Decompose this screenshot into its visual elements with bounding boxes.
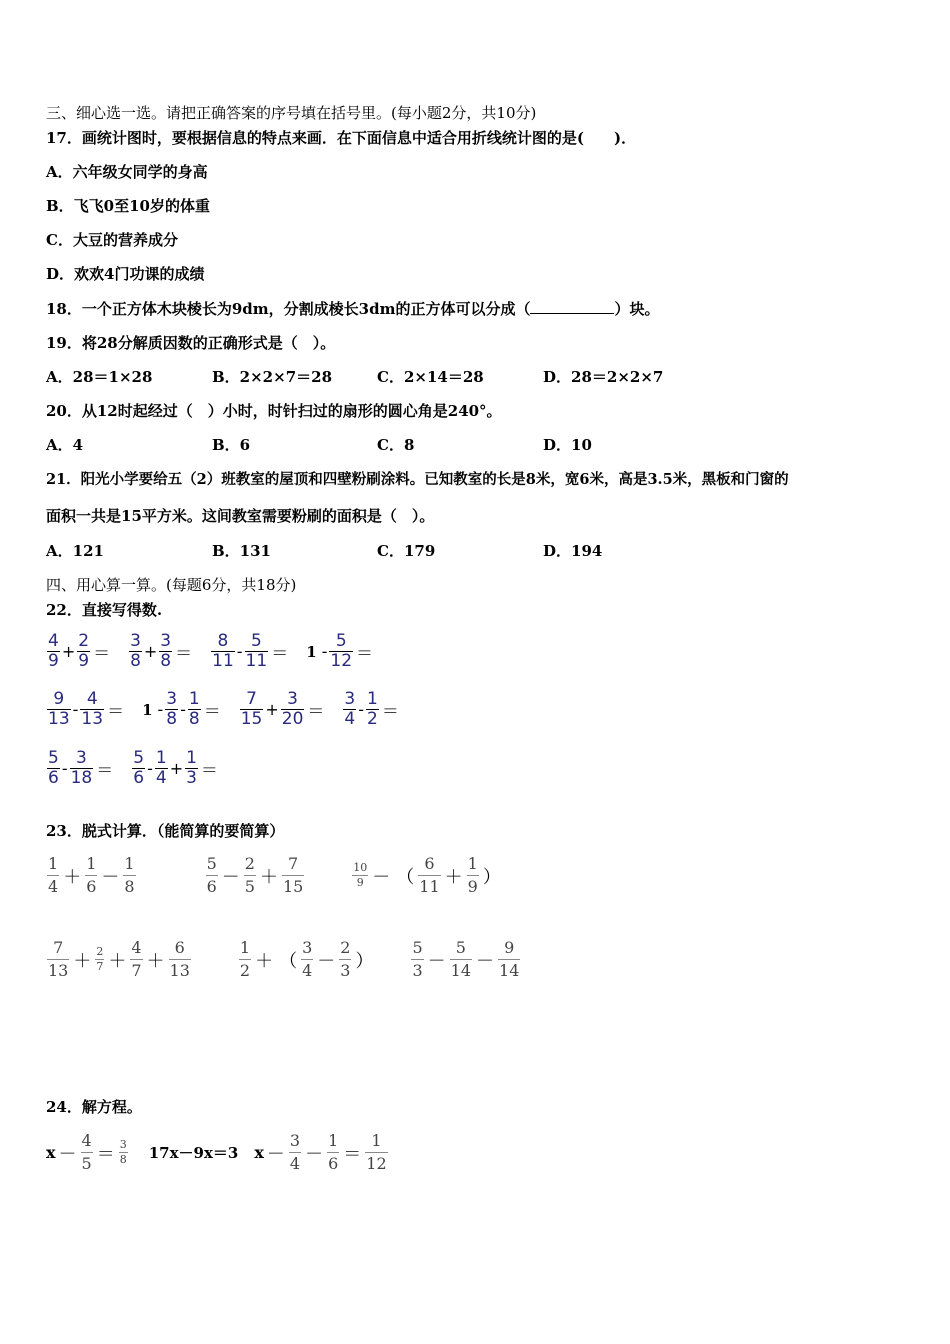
fraction: $\frac{5}{12}$ [330,631,353,671]
fraction: $\frac{8}{11}$ [212,631,234,671]
fraction: $\frac{3}{8}$ [119,1138,127,1166]
q22-text: 22．直接写得数. [46,601,163,619]
q22-row-2 [46,690,417,729]
q19-option-d: D．28＝2×2×7 [543,368,664,386]
q23-row-2 [46,937,539,982]
fraction: $\frac{7}{15}$ [282,854,304,896]
q17-option-d: D．欢欢4门功课的成绩 [46,265,205,283]
q23-expr-3: $\frac{10}{9}$ － （ $\frac{6}{11}$ ＋ $\frac{1}{9}$ ） [353,854,501,896]
q22-expr-3: $\frac{8}{11}$ - $\frac{5}{11}$ ＝ [212,631,289,671]
q21-option-c: C．179 [377,542,436,560]
fraction: $\frac{4}{9}$ [48,631,59,671]
q19-option-a: A．28＝1×28 [46,368,153,386]
fraction: $\frac{4}{13}$ [81,689,104,729]
fraction: $\frac{9}{14}$ [499,938,520,980]
fraction: $\frac{1}{8}$ [188,689,200,729]
fraction: $\frac{1}{4}$ [48,854,59,896]
q23-expr-4: $\frac{7}{13}$ ＋ $\frac{2}{7}$ ＋ $\frac{4}{7}$ ＋ $\frac{6}{13}$ [48,938,190,980]
q21-option-d: D．194 [543,542,603,560]
fraction: $\frac{4}{5}$ [81,1131,92,1173]
fraction: $\frac{5}{6}$ [48,748,59,788]
q18-text-b: ）块。 [614,300,660,318]
q22-expr-2: $\frac{3}{8}$ + $\frac{3}{8}$ ＝ [130,631,193,671]
fraction: $\frac{6}{11}$ [419,854,440,896]
q24-row [46,1130,407,1175]
q22-expr-5: $\frac{9}{13}$ - $\frac{4}{13}$ ＝ [48,689,125,729]
fraction: $\frac{3}{4}$ [302,938,313,980]
fraction: $\frac{4}{7}$ [131,938,142,980]
q20-option-b: B．6 [212,436,251,454]
q22-expr-9: $\frac{5}{6}$ - $\frac{3}{18}$ ＝ [48,748,114,788]
fraction: $\frac{1}{3}$ [186,748,197,788]
fraction: $\frac{1}{4}$ [155,748,167,788]
q22-expr-8: $\frac{3}{4}$ - $\frac{1}{2}$ ＝ [344,689,399,729]
q22-expr-7: $\frac{7}{15}$ + $\frac{3}{20}$ ＝ [240,689,325,729]
q19-option-b: B．2×2×7＝28 [212,368,333,386]
q19-option-c: C．2×14＝28 [377,368,484,386]
fraction: $\frac{5}{3}$ [412,938,423,980]
q23-expr-5: $\frac{1}{2}$ ＋ （ $\frac{3}{4}$ － $\frac{2}{3}$ ） [239,938,374,980]
fraction: $\frac{2}{9}$ [78,631,90,671]
fraction: $\frac{3}{8}$ [130,631,141,671]
q22-expr-4: 1 - $\frac{5}{12}$ ＝ [306,631,374,671]
q21-option-a: A．121 [46,542,104,560]
q21-line1: 21．阳光小学要给五（2）班教室的屋顶和四壁粉刷涂料。已知教室的长是8米，宽6米，高是3.5米，黑板和门窗的 [46,471,789,488]
fraction: $\frac{1}{2}$ [239,938,251,980]
fraction: $\frac{5}{6}$ [133,748,145,788]
fraction: $\frac{3}{18}$ [70,748,93,788]
q21-option-b: B．131 [212,542,271,560]
q20-text: 20．从12时起经过（ ）小时，时针扫过的扇形的圆心角是240°。 [46,402,502,420]
q22-expr-1: $\frac{4}{9}$ + $\frac{2}{9}$ ＝ [48,631,111,671]
q17-option-c: C．大豆的营养成分 [46,231,178,249]
q17-option-b: B．飞飞0至10岁的体重 [46,197,210,215]
fraction: $\frac{7}{15}$ [240,689,263,729]
fraction: $\frac{2}{7}$ [96,945,104,973]
q18-answer-blank[interactable] [530,299,614,314]
q23-expr-1: $\frac{1}{4}$ ＋ $\frac{1}{6}$ － $\frac{1}{8}$ [48,854,135,896]
q18-text-a: 18．一个正方体木块棱长为9dm，分割成棱长3dm的正方体可以分成（ [46,300,531,318]
fraction: $\frac{3}{4}$ [344,689,356,729]
q22-expr-10: $\frac{5}{6}$ - $\frac{1}{4}$ + $\frac{1}{3}$ ＝ [133,748,218,788]
fraction: $\frac{1}{6}$ [328,1131,339,1173]
fraction: $\frac{1}{9}$ [467,854,478,896]
q22-row-1 [46,632,391,671]
fraction: $\frac{2}{3}$ [340,938,351,980]
fraction: $\frac{1}{8}$ [124,854,135,896]
fraction: $\frac{6}{13}$ [169,938,190,980]
fraction: $\frac{3}{4}$ [289,1131,301,1173]
q17-option-a: A．六年级女同学的身高 [46,163,208,181]
q24-equation-3: x － $\frac{3}{4}$ － $\frac{1}{6}$ ＝ $\frac{1}{12}$ [254,1131,387,1173]
fraction: $\frac{1}{2}$ [367,689,378,729]
fraction: $\frac{5}{11}$ [245,631,268,671]
fraction: $\frac{9}{13}$ [48,689,70,729]
fraction: $\frac{5}{14}$ [450,938,472,980]
q20-option-d: D．10 [543,436,592,454]
q24-text: 24．解方程。 [46,1098,142,1116]
fraction: $\frac{3}{20}$ [281,689,304,729]
fraction: $\frac{3}{8}$ [166,689,178,729]
q20-option-c: C．8 [377,436,415,454]
q23-expr-6: $\frac{5}{3}$ － $\frac{5}{14}$ － $\frac{9}{14}$ [412,938,520,980]
q23-row-1 [46,853,522,898]
q24-equation-2: 17x－9x＝3 [148,1144,239,1162]
q23-expr-2: $\frac{5}{6}$ － $\frac{2}{5}$ ＋ $\frac{7}{15}$ [206,854,304,896]
fraction: $\frac{10}{9}$ [353,861,368,889]
fraction: $\frac{1}{6}$ [86,854,97,896]
q20-option-a: A．4 [46,436,84,454]
fraction: $\frac{5}{6}$ [206,854,217,896]
fraction: $\frac{7}{13}$ [48,938,69,980]
q22-row-3 [46,749,236,788]
section3-title: 三、细心选一选。请把正确答案的序号填在括号里。(每小题2分，共10分) [46,104,537,122]
q22-expr-6: 1 - $\frac{3}{8}$ - $\frac{1}{8}$ ＝ [142,689,221,729]
q21-line2: 面积一共是15平方米。这间教室需要粉刷的面积是（ ）。 [46,507,435,525]
fraction: $\frac{1}{12}$ [366,1131,387,1173]
fraction: $\frac{2}{5}$ [244,854,255,896]
q17-text: 17．画统计图时，要根据信息的特点来画．在下面信息中适合用折线统计图的是( )． [46,129,637,147]
q23-text: 23．脱式计算．（能简算的要简算） [46,822,285,840]
q24-equation-1: x － $\frac{4}{5}$ ＝ $\frac{3}{8}$ [46,1131,127,1173]
q18-text [46,299,660,319]
section4-title: 四、用心算一算。(每题6分，共18分) [46,576,297,594]
fraction: $\frac{3}{8}$ [160,631,172,671]
q19-text: 19．将28分解质因数的正确形式是（ ）。 [46,334,336,352]
